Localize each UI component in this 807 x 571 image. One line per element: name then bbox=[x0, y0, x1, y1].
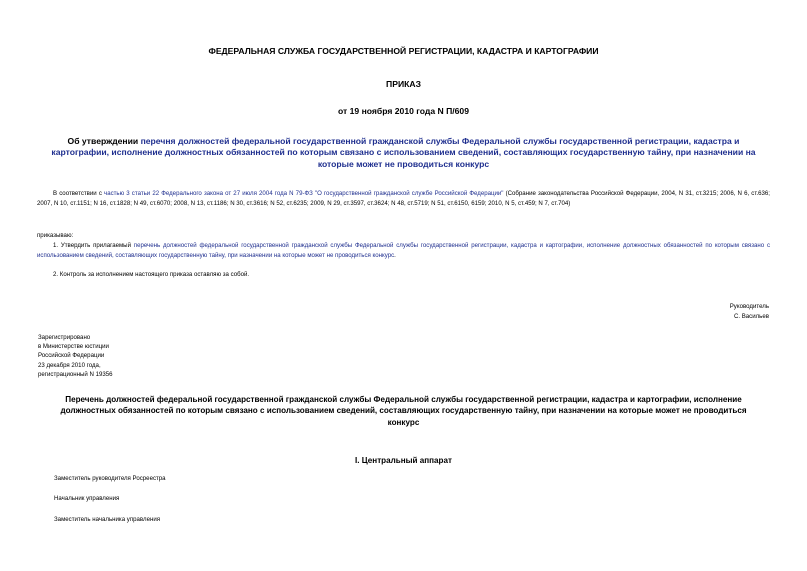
section-title: I. Центральный аппарат bbox=[355, 456, 452, 465]
list-item: Начальник управления bbox=[54, 495, 120, 502]
registration-block bbox=[38, 333, 113, 379]
preamble-prefix: В соответствии с bbox=[53, 190, 105, 197]
registration-line: Российской Федерации bbox=[38, 352, 105, 360]
order-item-2: 2. Контроль за исполнением настоящего приказа оставляю за собой. bbox=[53, 271, 250, 278]
order-title bbox=[46, 136, 761, 170]
preamble-suffix: (Собрание законодательства Российской Федерации, 2004, N 31, ст.3215; 2006, N 6, ст.636; 2007, N 10, ст.1151; N 16, ст.1828; N 49, ст.6070; 2008, N 13, ст.1186; N 30, ст.3616; N 52, ст.6235; 2009, N 29, ст.3597, ст.3624; N 48, ст.5719; N 51, ст.6150, 6159; 2010, N 5, ст.459; N 7, ст.704) bbox=[37, 190, 770, 207]
order-title-prefix: Об утверждении bbox=[67, 136, 141, 146]
signer-name: С. Васильев bbox=[733, 313, 769, 320]
preamble-paragraph bbox=[37, 189, 770, 208]
item1-list-link[interactable]: перечень должностей федеральной государственной гражданской службы Федеральной службы государственной регистрации, кадастра и картографии, исполнение должностных обязанностей по которым связано с использованием сведений, составляющих государственную тайну, при назначении на которые может не проводиться конкурс bbox=[37, 242, 770, 259]
registration-line: в Министерстве юстиции bbox=[38, 343, 109, 351]
order-word: приказываю: bbox=[37, 232, 74, 239]
item1-suffix: . bbox=[394, 251, 396, 259]
item1-prefix: 1. Утвердить прилагаемый bbox=[53, 242, 134, 249]
signer-position: Руководитель bbox=[729, 303, 769, 310]
list-title: Перечень должностей федеральной государственной гражданской службы Федеральной службы государственной регистрации, кадастра и картографии, исполнение должностных обязанностей по которым связано с использованием сведений, составляющих государственную тайну, при назначении на которые может не проводиться конкурс bbox=[60, 395, 747, 427]
registration-line: 23 декабря 2010 года, bbox=[38, 361, 101, 369]
registration-line: регистрационный N 19356 bbox=[38, 370, 113, 378]
order-title-link[interactable]: перечня должностей федеральной государственной гражданской службы Федеральной службы государственной регистрации, кадастра и картографии, исполнение должностных обязанностей по которым связано с использованием сведений, составляющих государственную тайну, при назначении на которые может не проводиться конкурс bbox=[51, 136, 756, 169]
agency-heading: ФЕДЕРАЛЬНАЯ СЛУЖБА ГОСУДАРСТВЕННОЙ РЕГИСТРАЦИИ, КАДАСТРА И КАРТОГРАФИИ bbox=[208, 46, 599, 56]
doc-date-number: от 19 ноября 2010 года N П/609 bbox=[338, 106, 469, 116]
list-item: Заместитель начальника управления bbox=[54, 516, 161, 523]
order-item-1 bbox=[37, 241, 770, 260]
list-item: Заместитель руководителя Росреестра bbox=[54, 475, 166, 482]
doc-type-heading: ПРИКАЗ bbox=[386, 79, 421, 89]
registration-line: Зарегистрировано bbox=[38, 334, 91, 341]
law-reference-link[interactable]: частью 3 статьи 22 Федерального закона от 27 июля 2004 года N 79-ФЗ "О государственной гражданской службе Российской Федерации" bbox=[104, 190, 504, 197]
